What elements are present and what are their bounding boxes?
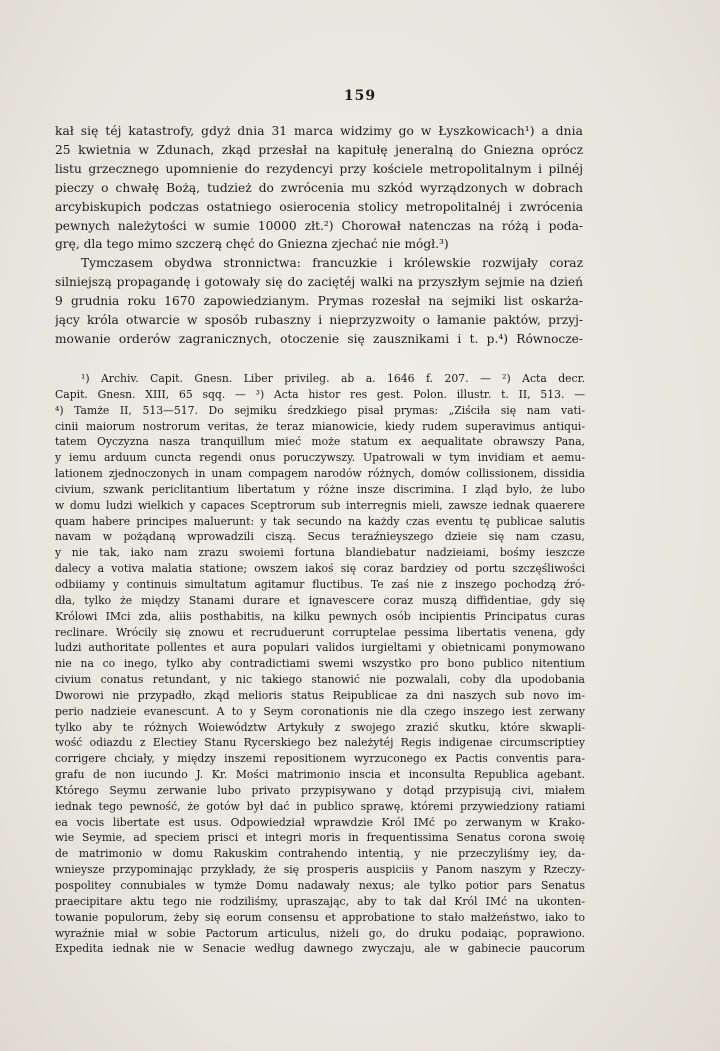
footnote-line: odbiiamy y continuis simultatum agitamur fluctibus. Te zaś nie z inszego pochodzą źró- (55, 577, 585, 591)
footnote-line: Którego Seymu zerwanie lubo privato przypisywano y dotąd przypisują civi, miałem (55, 783, 585, 797)
footnote-line: praecipitare aktu tego nie rodziliśmy, upraszając, aby to tak dał Król IMć na ukonten- (55, 894, 585, 908)
footnote-line: tylko aby te różnych Woiewództw Artykuły z swojego zrazić skutku, które skwapli- (55, 720, 585, 734)
footnote-line: dalecy a votiva malatia statione; owszem iakoś się coraz bardziey od portu szczęśliwości (55, 562, 585, 576)
body-line: kał się téj katastrofy, gdyż dnia 31 marca widzimy go w Łyszkowicach¹) a dnia (55, 124, 583, 138)
footnote-line: tatem Oyczyzna nasza tranquillum mieć może statum ex aequalitate obrawszy Pana, (55, 435, 585, 449)
body-line: 9 grudnia roku 1670 zapowiedzianym. Prymas rozesłał na sejmiki list oskarża- (55, 294, 583, 309)
footnote-line: civium conatus retundant, y nic takiego stanowić nie pozwalali, coby dla upodobania (55, 673, 585, 687)
footnote-line: wyraźnie miał w sobie Pactorum articulus, niżeli go, do druku podaiąc, poprawiono. (55, 926, 585, 940)
main-text (55, 122, 583, 349)
footnote-line: cinii maiorum nostrorum veritas, że teraz mianowicie, kiedy rudem superavimus antiqui- (55, 419, 585, 433)
footnote-line: Dworowi nie przypadło, zkąd melioris status Reipublicae za dni naszych sub novo im- (55, 688, 585, 702)
footnote-line: iednak tego pewność, że gotów był dać in publico sprawę, któremi przywiedziony ratiami (55, 799, 585, 813)
footnote-line: lationem zjednoczonych in unam compagem narodów różnych, domów collissionem, dissidia (55, 467, 585, 481)
footnotes (55, 371, 585, 957)
footnote-line: corrigere chciały, y między inszemi repositionem wyrzuconego ex Pactis conventis para- (55, 752, 585, 766)
footnote-line: quam habere principes maluerunt: y tak secundo na każdy czas eventu tę publicae salutis (55, 514, 585, 528)
footnote-line: ea vocis libertate est usus. Odpowiedział wprawdzie Król IMć po zerwanym w Krako- (55, 815, 585, 829)
body-line: pewnych należytości w sumie 10000 złt.²) Chorował natenczas na różą i poda- (55, 218, 583, 233)
footnote-line: Expedita iednak nie w Senacie według dawnego zwyczaju, ale w gabinecie paucorum (55, 942, 585, 956)
body-line: arcybiskupich podczas ostatniego osierocenia stolicy metropolitalnéj i zwrócenia (55, 199, 583, 214)
footnote-line: reclinare. Wrócily się znowu et recruduerunt corruptelae pessima libertatis venena, gdy (55, 625, 585, 639)
footnote-line: w domu ludzi wielkich y capaces Sceptrorum sub interregnis mieli, zawsze iednak quaerere (55, 498, 585, 512)
footnote-line: de matrimonio w domu Rakuskim contrahendo intentią, y nie przeczyliśmy iey, da- (55, 847, 585, 861)
footnote-line: ludzi authoritate pollentes et aura populari validos iurgieltami y obietnicami ponymowano (55, 641, 585, 655)
footnote-line: wie Seymie, ad speciem prisci et integri moris in frequentissima Senatus corona swoię (55, 831, 585, 845)
footnote-line: grafu de non iucundo J. Kr. Mości matrimonio inscia et inconsulta Republica agebant. (55, 768, 585, 782)
page-number: 159 (343, 88, 377, 104)
footnote-line: nie na co inego, tylko aby contradictiami swemi wszystko pro bono publico nitentium (55, 657, 585, 671)
footnote-line: y iemu arduum cuncta regendi onus poruczywszy. Upatrowali w tym invidiam et aemu- (55, 451, 585, 465)
footnote-line: dła, tylko że między Stanami durare et ignavescere coraz muszą diffidentiae, gdy się (55, 593, 585, 607)
footnote-line: ¹) Archiv. Capit. Gnesn. Liber privileg. ab a. 1646 f. 207. — ²) Acta decr. (81, 372, 585, 385)
footnote-line: pospolitey connubiales w tymże Domu nadawały nexus; ale tylko potior pars Senatus (55, 879, 585, 892)
body-line: Tymczasem obydwa stronnictwa: francuzkie i królewskie rozwijały coraz (81, 256, 583, 271)
body-line: jący króla otwarcie w sposób rubaszny i nieprzyzwoity o łamanie paktów, przyj- (55, 313, 583, 328)
footnote-line: civium, szwank periclitantium libertatum y różne insze discrimina. I zląd było, że lubo (55, 482, 585, 496)
footnote-line: y nie tak, iako nam zrazu swoiemi fortuna blandiebatur nadzieiami, bośmy ieszcze (55, 546, 585, 560)
footnote-line: wnieysze przypominając przykłady, że się prosperis auspiciis y Panom naszym y Rzeczy- (55, 863, 585, 877)
footnote-line: Capit. Gnesn. XIII, 65 sqq. — ³) Acta histor res gest. Polon. illustr. t. II, 513. — (55, 387, 585, 401)
footnote-line: ⁴) Tamże II, 513—517. Do sejmiku średzkiego pisał prymas: „Ziściła się nam vati- (55, 403, 585, 417)
footnote-line: Królowi IMci zda, aliis posthabitis, na kilku pewnych osób incipientis Principatus curas (55, 609, 585, 623)
footnote-line: navam w pożądaną wprowadzili ciszą. Secus teraźnieyszego dzieie się nam czasu, (55, 530, 585, 544)
body-line: silniejszą propagandę i gotowały się do zaciętéj walki na przyszłym sejmie na dzień (55, 275, 583, 290)
body-line: 25 kwietnia w Zdunach, zkąd przesłał na kapitułę jeneralną do Gniezna oprócz (55, 142, 583, 157)
body-line: listu grzecznego upomnienie do rezydencyi przy kościele metropolitalnym i pilnéj (55, 161, 583, 176)
body-line: mowanie orderów zagranicznych, otoczenie się zausznikami i t. p.⁴) Równocze- (55, 331, 583, 346)
body-line: pieczy o chwałę Bożą, tudzież do zwrócenia mu szkód wyrządzonych w dobrach (55, 180, 583, 195)
footnote-line: perio nadzieie evanescunt. A to y Seym coronationis nie dla czego inszego iest zerwany (55, 704, 585, 718)
body-line: grę, dla tego mimo szczerą chęć do Gniezna zjechać nie mógł.³) (55, 237, 449, 252)
footnote-line: wość odiazdu z Electiey Stanu Rycerskiego bez należytéj Regis indigenae circumscriptiey (55, 736, 585, 750)
footnote-line: towanie populorum, żeby się eorum consensu et approbatione to stało małżeństwo, iako to (55, 910, 585, 924)
